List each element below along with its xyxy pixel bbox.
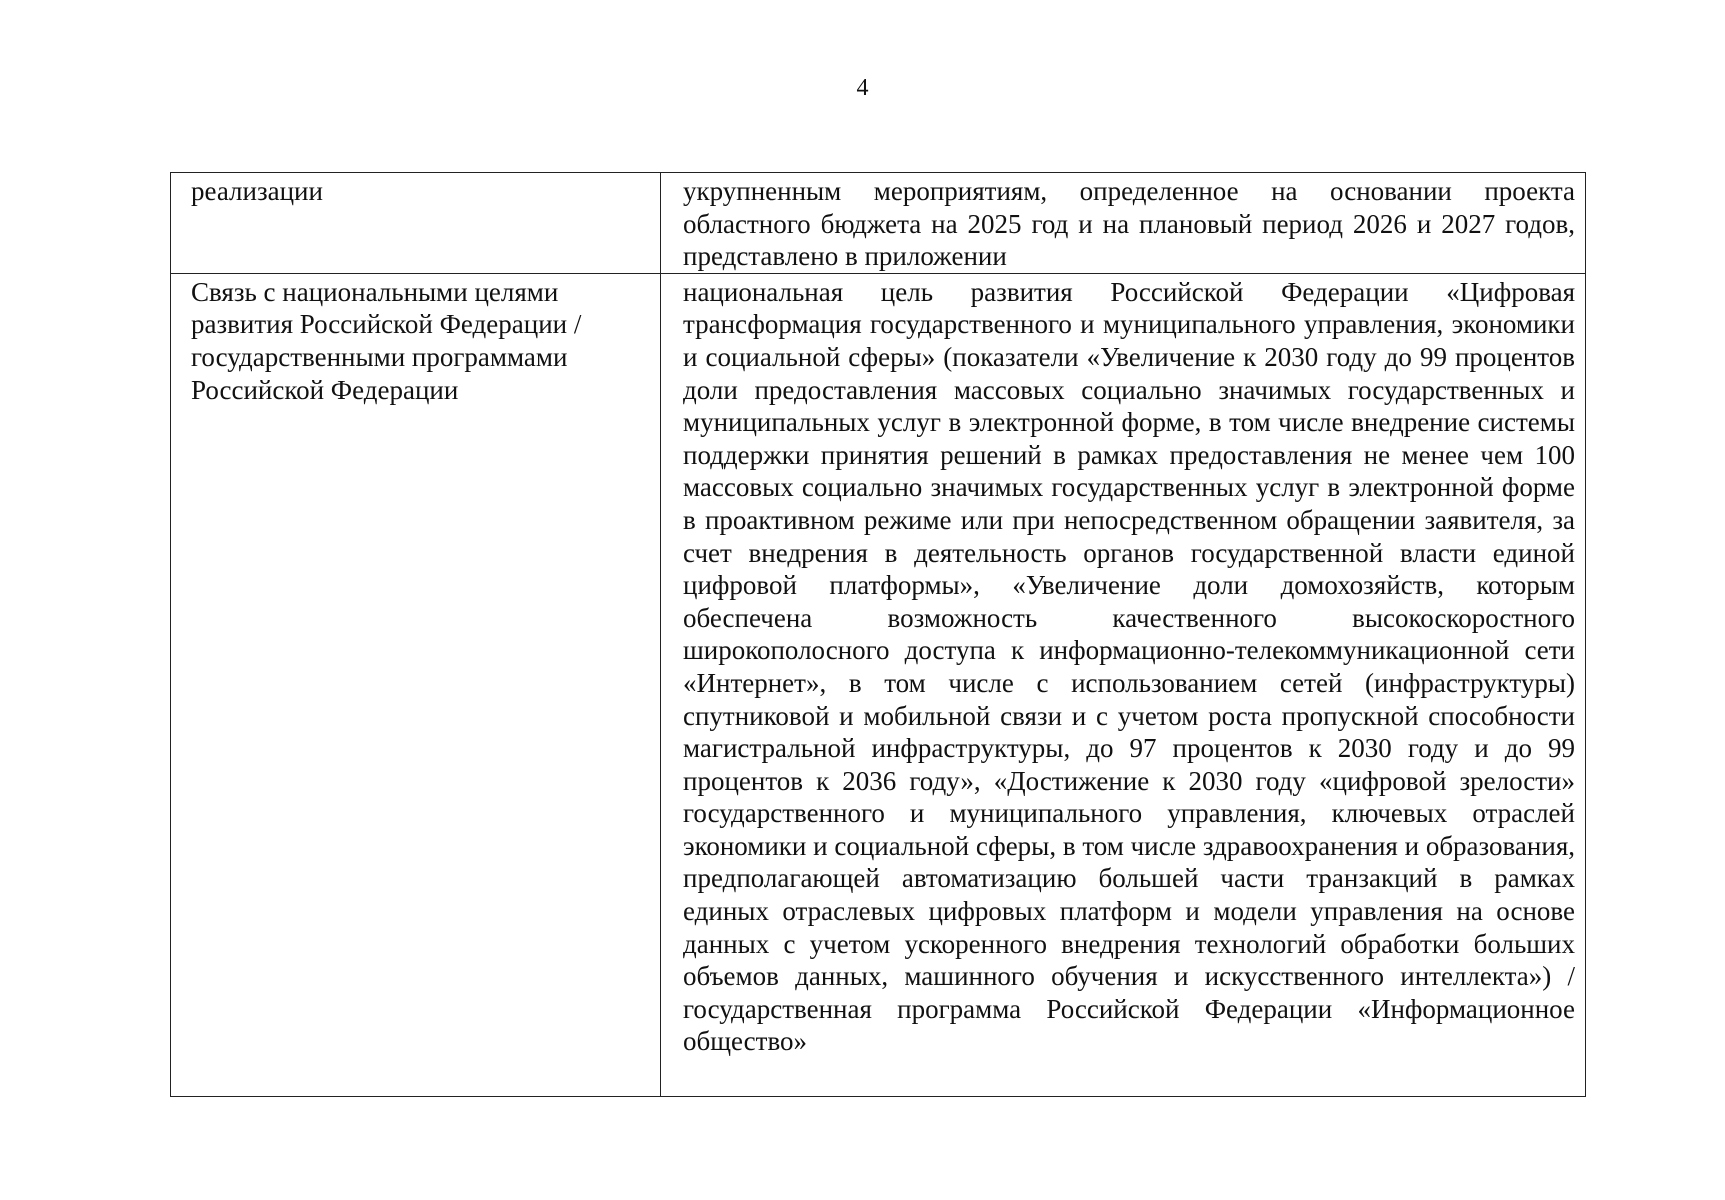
- table-row: [171, 173, 1586, 274]
- row-label: реализации: [191, 176, 323, 206]
- row-value: укрупненным мероприятиям, определенное на основании проекта областного бюджета на 2025 год и на плановый период 2026 и 2027 годов, представлено в приложении: [683, 176, 1575, 272]
- table-cell-label: [171, 173, 661, 274]
- passport-table: [170, 172, 1586, 1097]
- table-cell-label: [171, 273, 661, 1096]
- row-value: национальная цель развития Российской Федерации «Цифровая трансформация государственного и муниципального управления, экономики и социальной сферы» (показатели «Увеличение к 2030 году до 99 процентов доли предоставления массовых социально значимых государственных и муниципальных услуг в электронной форме, в том числе внедрение системы поддержки принятия решений в рамках предоставления не менее чем 100 массовых социально значимых государственных услуг в электронной форме в проактивном режиме или при непосредственном обращении заявителя, за счет внедрения в деятельность органов государственной власти единой цифровой платформы», «Увеличение доли домохозяйств, которым обеспечена возможность качественного высокоскоростного широкополосного доступа к информационно-телекоммуникационной сети «Интернет», в том числе с использованием сетей (инфраструктуры) спутниковой и мобильной связи и с учетом роста пропускной способности магистральной инфраструктуры, до 97 процентов к 2030 году и до 99 процентов к 2036 году», «Достижение к 2030 году «цифровой зрелости» государственного и муниципального управления, ключевых отраслей экономики и социальной сферы, в том числе здравоохранения и образования, предполагающей автоматизацию большей части транзакций в рамках единых отраслевых цифровых платформ и модели управления на основе данных с учетом ускоренного внедрения технологий обработки больших объемов данных, машинного обучения и искусственного интеллекта») / государственная программа Российской Федерации «Информационное общество»: [683, 276, 1575, 1057]
- table-cell-value: [661, 273, 1586, 1096]
- table-cell-value: [661, 173, 1586, 274]
- table-row: [171, 273, 1586, 1096]
- row-label: Связь с национальными целями развития Российской Федерации / государственными программами Российской Федерации: [191, 276, 582, 405]
- page-number: 4: [856, 75, 869, 101]
